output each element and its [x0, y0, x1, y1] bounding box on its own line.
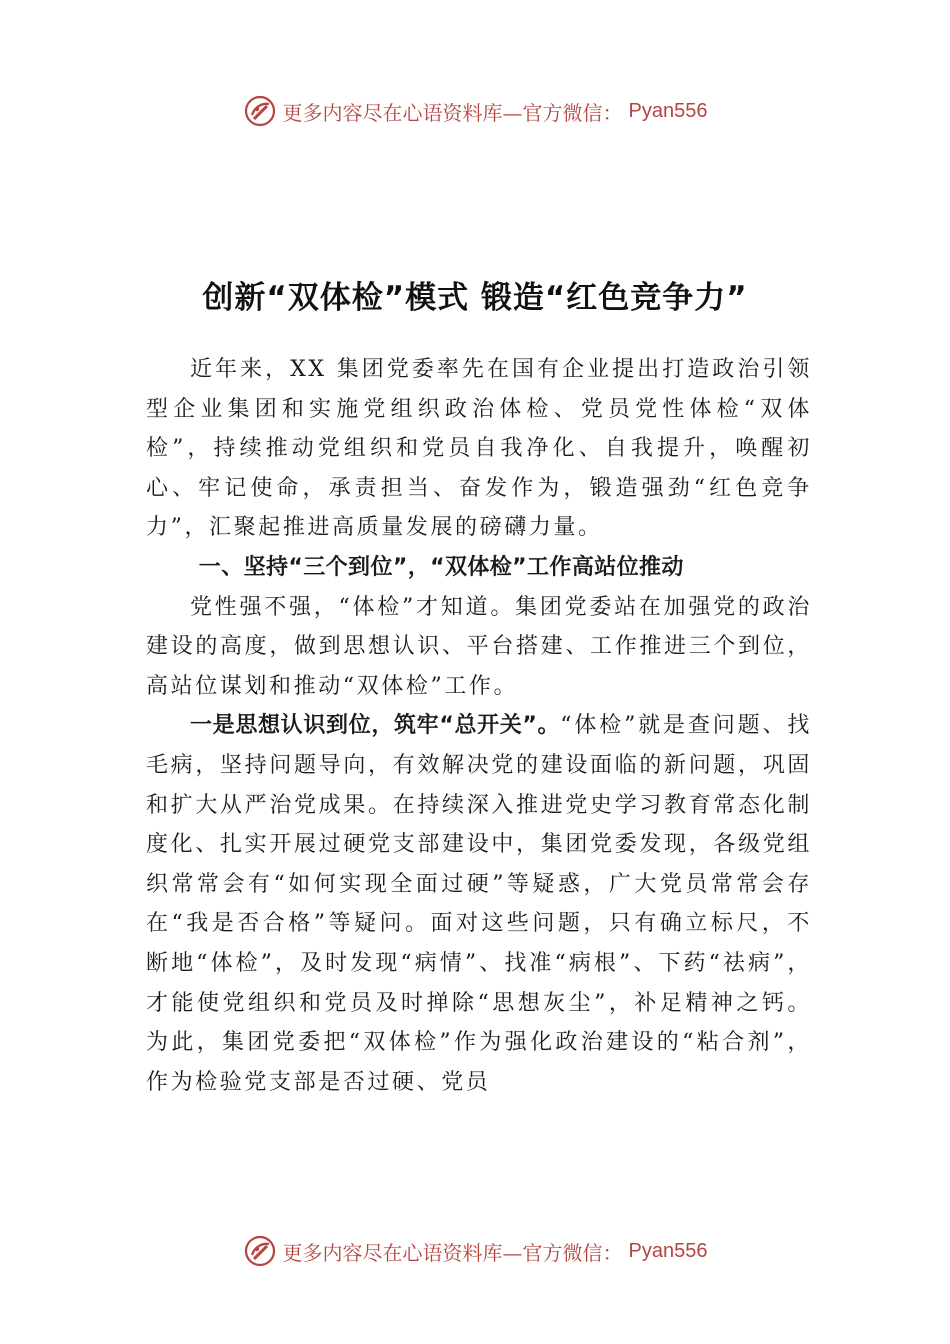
red-seal-logo-icon	[243, 94, 277, 128]
red-seal-logo-icon	[243, 1234, 277, 1268]
point-paragraph	[146, 706, 812, 1102]
document-body	[146, 350, 812, 1102]
point-body: “体检”就是查问题、找毛病，坚持问题导向，有效解决党的建设面临的新问题，巩固和扩大从严治党成果。在持续深入推进党史学习教育常态化制度化、扎实开展过硬党支部建设中，集团党委发现，各级党组织常常会有“如何实现全面过硬”等疑惑，广大党员常常会存在“我是否合格”等疑问。面对这些问题，只有确立标尺，不断地“体检”，及时发现“病情”、找准“病根”、下药“祛病”，才能使党组织和党员及时掸除“思想灰尘”，补足精神之钙。为此，集团党委把“双体检”作为强化政治建设的“粘合剂”，作为检验党支部是否过硬、党员	[146, 713, 812, 1095]
intro-paragraph: 近年来，XX 集团党委率先在国有企业提出打造政治引领型企业集团和实施党组织政治体检、党员党性体检“双体检”，持续推动党组织和党员自我净化、自我提升，唤醒初心、牢记使命，承责担当、奋发作为，锻造强劲“红色竞争力”，汇聚起推进高质量发展的磅礴力量。	[146, 357, 812, 541]
section-heading: 一、坚持“三个到位”，“双体检”工作高站位推动	[198, 554, 684, 580]
document-title: 创新“双体检”模式 锻造“红色竞争力”	[202, 280, 748, 316]
watermark-wechat-id: Pyan556	[628, 1239, 708, 1262]
watermark-text: 更多内容尽在心语资料库—官方微信：	[282, 100, 623, 125]
watermark-banner-bottom	[0, 1234, 950, 1268]
watermark-text: 更多内容尽在心语资料库—官方微信：	[282, 1240, 623, 1265]
point-lead: 一是思想认识到位，筑牢“总开关”。	[190, 713, 561, 739]
section-intro-paragraph: 党性强不强，“体检”才知道。集团党委站在加强党的政治建设的高度，做到思想认识、平台搭建、工作推进三个到位，高站位谋划和推动“双体检”工作。	[146, 594, 812, 699]
watermark-wechat-id: Pyan556	[628, 99, 708, 122]
watermark-banner-top	[0, 94, 950, 128]
